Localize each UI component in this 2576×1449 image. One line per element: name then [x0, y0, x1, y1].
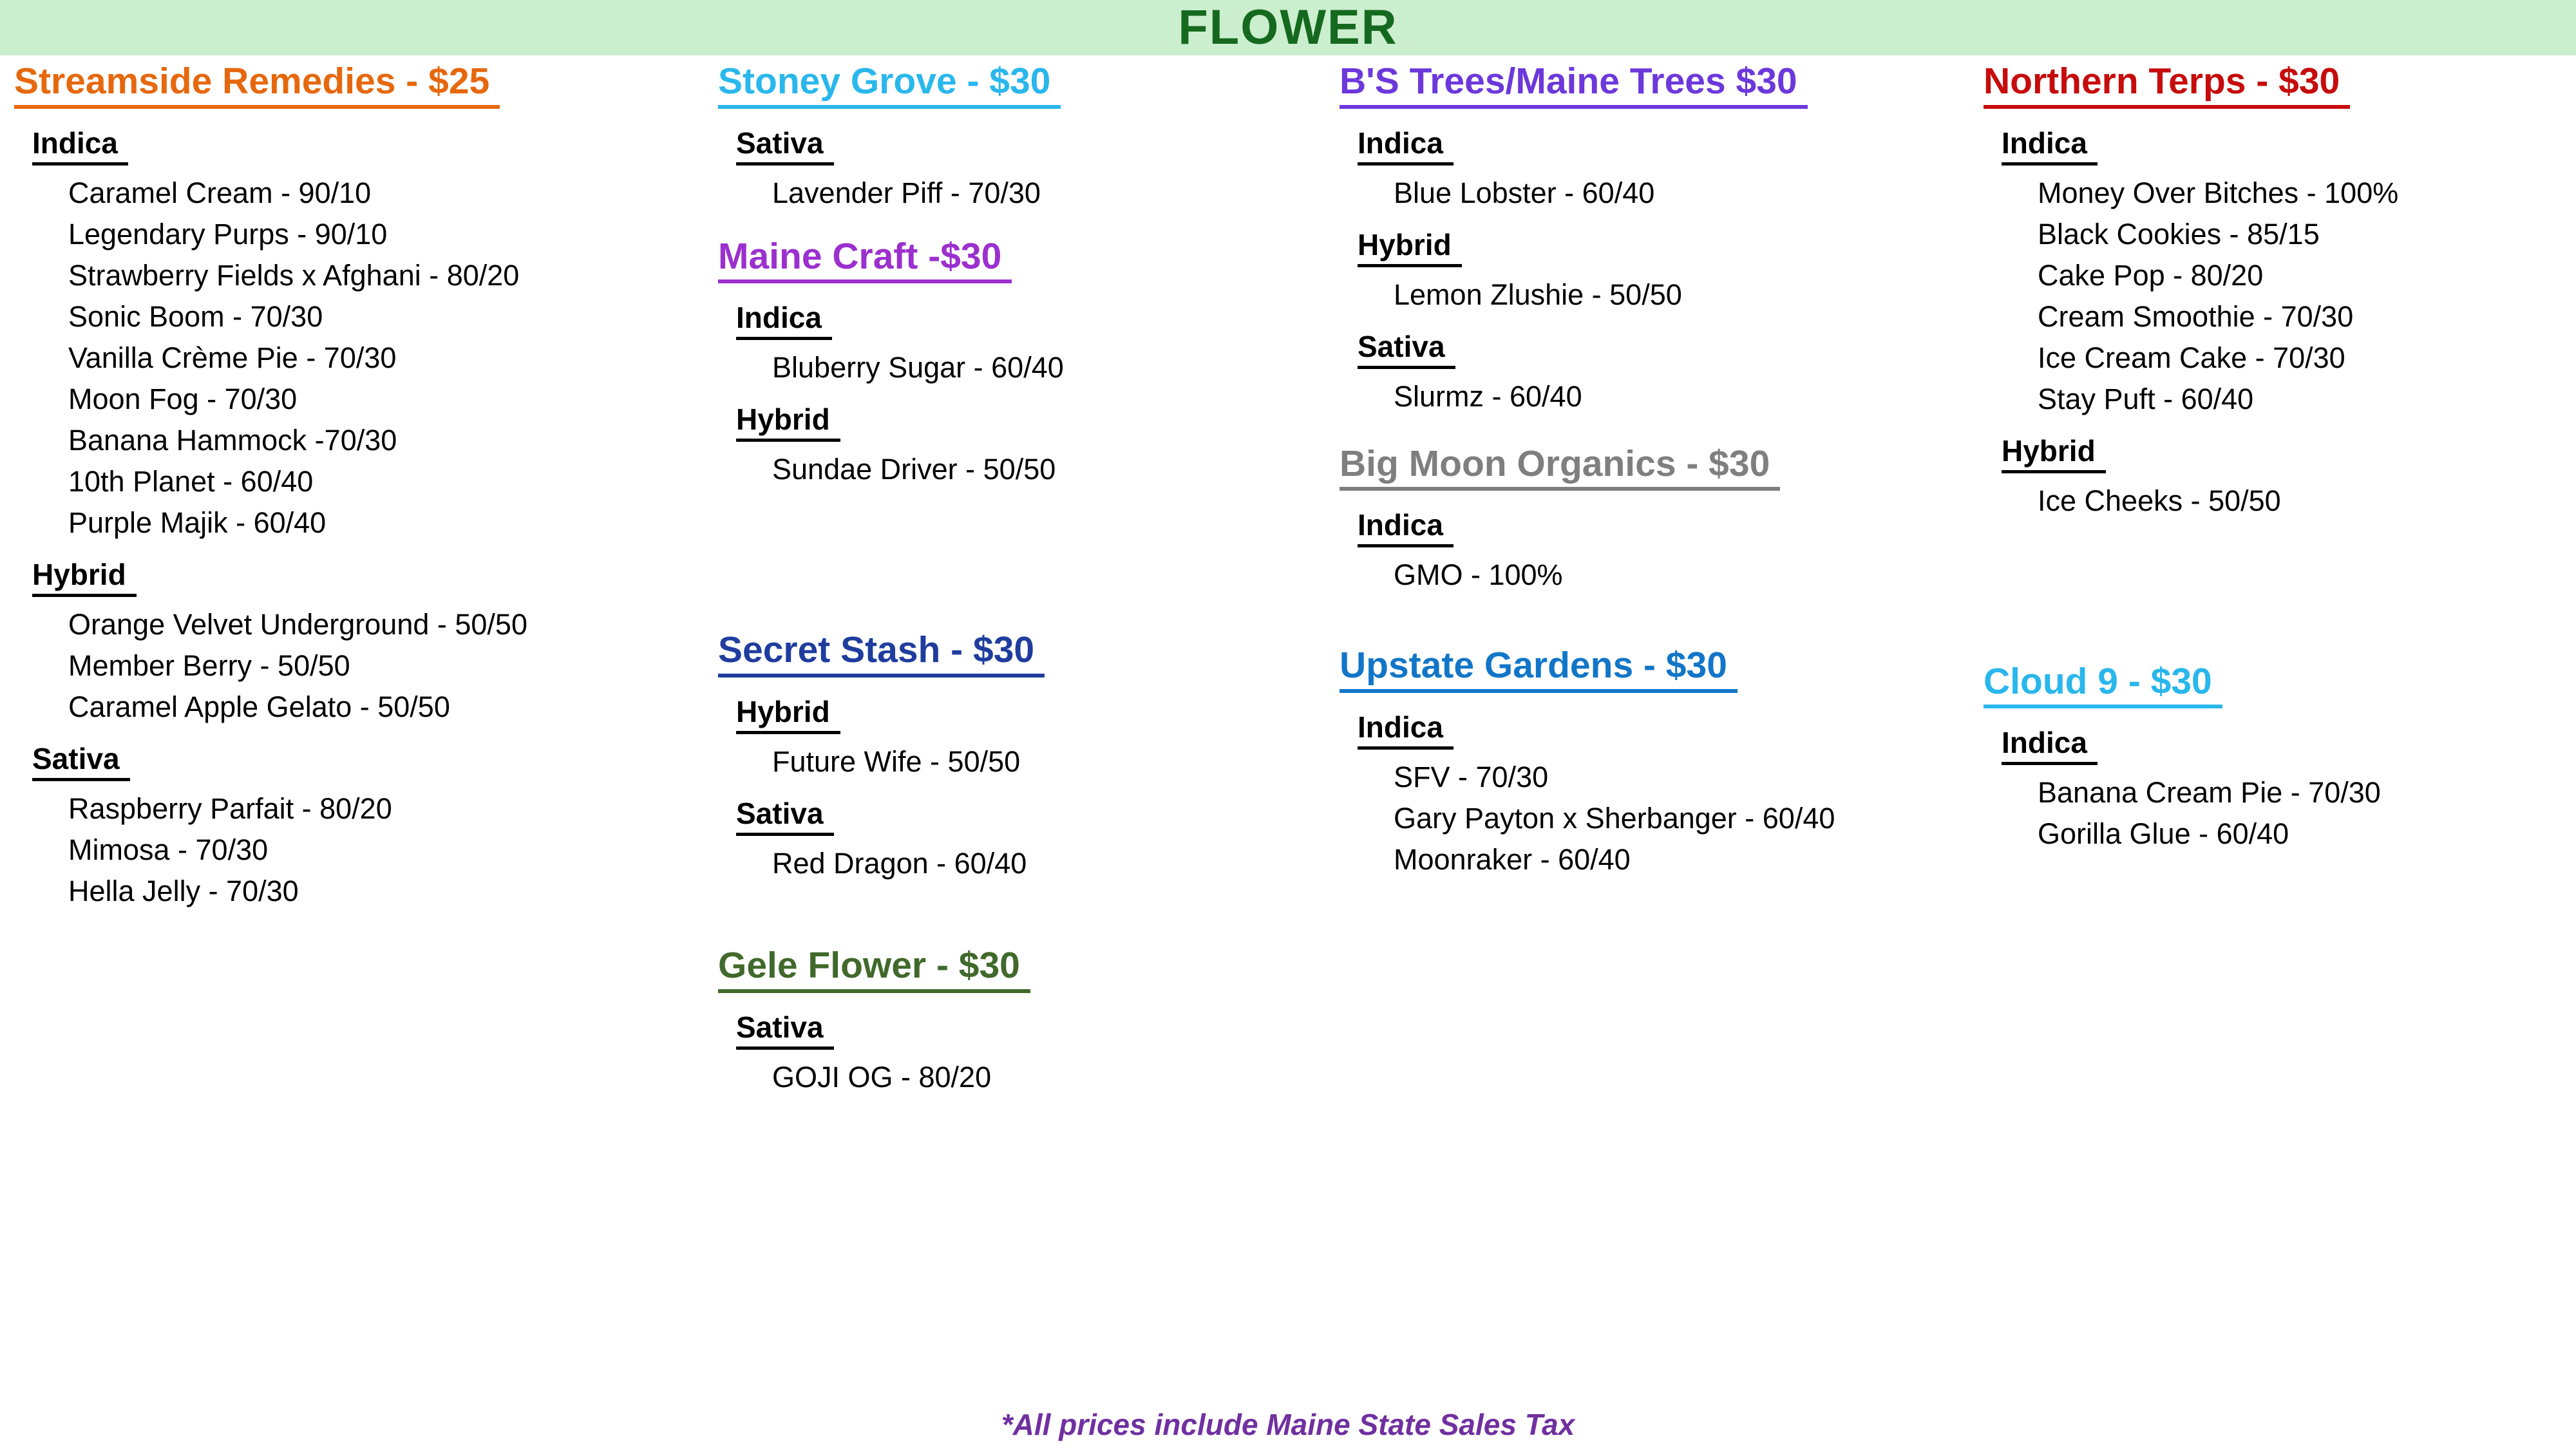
category-label: Indica: [1358, 510, 1977, 547]
strain-item: GMO - 100%: [1394, 558, 1563, 592]
section-stoney-grove: [718, 61, 1330, 211]
strain-groups: [718, 697, 1330, 881]
section-upstate-gardens: [1340, 645, 1977, 877]
section-bs-trees-maine-trees: [1340, 61, 1977, 414]
strain-item: Blue Lobster - 60/40: [1394, 176, 1655, 209]
category-label: Indica: [32, 128, 645, 166]
category-label: Indica: [736, 303, 1330, 340]
strain-item: Red Dragon - 60/40: [772, 847, 1027, 880]
category-label: Sativa: [736, 1012, 1330, 1050]
strain-groups: [1984, 128, 2566, 518]
category-label: Sativa: [736, 799, 1330, 836]
strain-item: SFV - 70/30: [1394, 761, 1549, 794]
strain-item: Moonraker - 60/40: [1394, 843, 1631, 876]
strain-item: Raspberry Parfait - 80/20: [68, 791, 392, 825]
column-2: [718, 61, 1330, 1101]
brand-title: Stoney Grove - $30: [718, 61, 1330, 109]
strain-item: Caramel Cream - 90/10: [68, 176, 372, 209]
strain-groups: [718, 128, 1330, 211]
section-streamside-remedies: [14, 61, 645, 909]
strain-groups: [14, 128, 645, 909]
strain-item: Slurmz - 60/40: [1394, 379, 1582, 413]
strain-item: Money Over Bitches - 100%: [2038, 176, 2399, 209]
category-label: Sativa: [736, 128, 1330, 166]
strain-item: Hella Jelly - 70/30: [68, 874, 299, 907]
section-secret-stash: [718, 630, 1330, 881]
brand-title: Maine Craft -$30: [718, 236, 1330, 284]
column-3: [1340, 61, 1977, 884]
brand-title: Northern Terps - $30: [1984, 61, 2566, 109]
strain-item: Mimosa - 70/30: [68, 833, 269, 866]
brand-title: Cloud 9 - $30: [1984, 661, 2566, 709]
section-big-moon-organics: [1340, 444, 1977, 593]
category-label: Sativa: [1358, 332, 1977, 369]
category-label: Hybrid: [736, 697, 1330, 734]
footnote: *All prices include Maine State Sales Tax: [1001, 1408, 1575, 1441]
category-label: Hybrid: [736, 404, 1330, 442]
strain-item: Caramel Apple Gelato - 50/50: [68, 690, 450, 723]
brand-title: Secret Stash - $30: [718, 630, 1330, 677]
strain-item: Black Cookies - 85/15: [2038, 217, 2320, 251]
strain-item: Sonic Boom - 70/30: [68, 299, 323, 333]
page-banner: [0, 0, 2576, 55]
strain-item: Lavender Piff - 70/30: [772, 176, 1041, 209]
strain-item: Vanilla Crème Pie - 70/30: [68, 341, 397, 374]
strain-item: GOJI OG - 80/20: [772, 1060, 992, 1094]
category-label: Indica: [1358, 712, 1977, 750]
strain-item: Sundae Driver - 50/50: [772, 453, 1056, 486]
page-title: FLOWER: [1178, 0, 1398, 55]
category-label: Hybrid: [1358, 230, 1977, 267]
strain-groups: [1340, 128, 1977, 414]
brand-title: Big Moon Organics - $30: [1340, 444, 1977, 491]
strain-groups: [718, 1012, 1330, 1095]
strain-item: Cream Smoothie - 70/30: [2038, 299, 2354, 333]
strain-item: Orange Velvet Underground - 50/50: [68, 607, 527, 641]
category-label: Hybrid: [32, 560, 645, 597]
category-label: Indica: [2002, 728, 2566, 765]
strain-item: Banana Hammock -70/30: [68, 423, 397, 457]
brand-title: B'S Trees/Maine Trees $30: [1340, 61, 1977, 109]
brand-title: Upstate Gardens - $30: [1340, 645, 1977, 693]
category-label: Indica: [1358, 128, 1977, 166]
strain-item: Purple Majik - 60/40: [68, 506, 327, 539]
section-maine-craft: [718, 236, 1330, 488]
category-label: Hybrid: [2002, 436, 2566, 473]
strain-item: Moon Fog - 70/30: [68, 382, 298, 415]
strain-item: Strawberry Fields x Afghani - 80/20: [68, 258, 520, 292]
strain-item: Ice Cream Cake - 70/30: [2038, 341, 2345, 374]
section-cloud-9: [1984, 661, 2566, 852]
strain-groups: [1984, 728, 2566, 851]
column-4: [1984, 61, 2566, 858]
strain-groups: [1340, 510, 1977, 592]
section-northern-terps: [1984, 61, 2566, 518]
strain-item: Banana Cream Pie - 70/30: [2038, 776, 2381, 810]
strain-groups: [1340, 712, 1977, 877]
strain-item: Cake Pop - 80/20: [2038, 258, 2264, 292]
strain-item: Gary Payton x Sherbanger - 60/40: [1394, 802, 1835, 835]
category-label: Sativa: [32, 744, 645, 781]
strain-item: Member Berry - 50/50: [68, 649, 350, 682]
strain-item: Bluberry Sugar - 60/40: [772, 351, 1064, 384]
strain-item: Stay Puft - 60/40: [2038, 382, 2254, 415]
brand-title: Gele Flower - $30: [718, 945, 1330, 993]
strain-item: Lemon Zlushie - 50/50: [1394, 278, 1682, 311]
strain-item: Gorilla Glue - 60/40: [2038, 817, 2289, 851]
category-label: Indica: [2002, 128, 2566, 166]
column-1: [14, 61, 645, 915]
strain-item: 10th Planet - 60/40: [68, 464, 314, 498]
strain-item: Ice Cheeks - 50/50: [2038, 484, 2281, 517]
brand-title: Streamside Remedies - $25: [14, 61, 645, 109]
strain-item: Future Wife - 50/50: [772, 745, 1021, 779]
section-gele-flower: [718, 945, 1330, 1095]
strain-item: Legendary Purps - 90/10: [68, 217, 388, 251]
strain-groups: [718, 303, 1330, 487]
